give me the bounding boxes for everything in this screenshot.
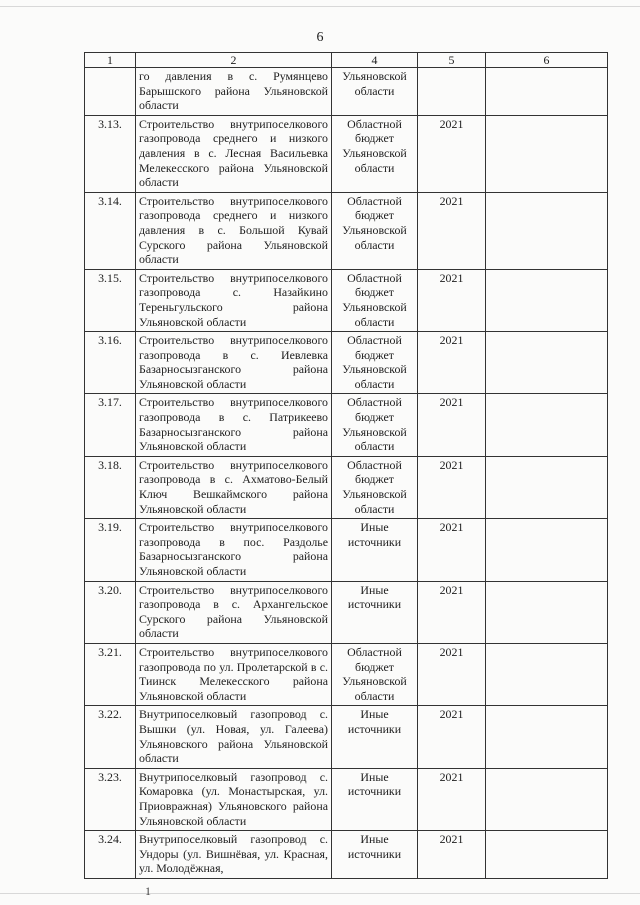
row-number: 3.14. [85,192,136,269]
row-description: Строительство внутрипоселкового газопровода с. Назайкино Тереньгульского района Ульяновской области [136,269,332,331]
row-description: Строительство внутрипоселкового газопровода в пос. Раздолье Базарносызганского района Ульяновской области [136,519,332,581]
table-row [85,519,608,581]
table-row [85,768,608,830]
budget-table [84,52,608,879]
row-funding-source: Областной бюджет Ульяновской области [332,269,418,331]
row-year: 2021 [418,643,486,705]
row-note [486,115,608,192]
row-number: 3.16. [85,332,136,394]
bottom-mark: 1 [145,884,151,898]
row-year: 2021 [418,768,486,830]
table-row [85,831,608,879]
row-number: 3.18. [85,456,136,518]
row-description: Внутрипоселковый газопровод с. Комаровка (ул. Монастырская, ул. Приовражная) Ульяновского района Ульяновской области [136,768,332,830]
row-description: Строительство внутрипоселкового газопровода в с. Ахматово-Белый Ключ Вешкаймского района Ульяновской области [136,456,332,518]
row-number: 3.21. [85,643,136,705]
table-row [85,643,608,705]
row-note [486,269,608,331]
row-note [486,581,608,643]
row-year: 2021 [418,456,486,518]
row-note [486,519,608,581]
row-number: 3.13. [85,115,136,192]
column-header: 2 [136,53,332,68]
row-funding-source: Иные источники [332,581,418,643]
row-number: 3.17. [85,394,136,456]
row-year: 2021 [418,706,486,768]
row-year: 2021 [418,192,486,269]
table-row [85,192,608,269]
row-year [418,68,486,116]
row-number: 3.19. [85,519,136,581]
page-number: 6 [316,30,324,45]
column-header: 5 [418,53,486,68]
row-funding-source: Областной бюджет Ульяновской области [332,115,418,192]
row-description: Строительство внутрипоселкового газопровода в с. Иевлевка Базарносызганского района Ульяновской области [136,332,332,394]
row-note [486,706,608,768]
row-funding-source: Иные источники [332,519,418,581]
row-number [85,68,136,116]
row-funding-source: Иные источники [332,768,418,830]
row-description: Строительство внутрипоселкового газопровода в с. Патрикеево Базарносызганского района Ульяновской области [136,394,332,456]
row-note [486,394,608,456]
row-note [486,68,608,116]
table-row [85,456,608,518]
row-funding-source: Областной бюджет Ульяновской области [332,332,418,394]
row-year: 2021 [418,115,486,192]
row-funding-source: Областной бюджет Ульяновской области [332,192,418,269]
table-row [85,68,608,116]
row-description: Строительство внутрипоселкового газопровода среднего и низкого давления в с. Большой Кувай Сурского района Ульяновской области [136,192,332,269]
table-row [85,706,608,768]
row-year: 2021 [418,269,486,331]
row-description: Строительство внутрипоселкового газопровода среднего и низкого давления в с. Лесная Васильевка Мелекесского района Ульяновской области [136,115,332,192]
row-number: 3.15. [85,269,136,331]
row-description: Строительство внутрипоселкового газопровода в с. Архангельское Сурского района Ульяновской области [136,581,332,643]
row-description: Внутрипоселковый газопровод с. Вышки (ул. Новая, ул. Галеева) Ульяновского района Ульяновской области [136,706,332,768]
row-funding-source: Иные источники [332,831,418,879]
row-funding-source: Областной бюджет Ульяновской области [332,456,418,518]
column-header: 4 [332,53,418,68]
row-note [486,643,608,705]
row-description: Строительство внутрипоселкового газопровода по ул. Пролетарской в с. Тиинск Мелекесского района Ульяновской области [136,643,332,705]
row-description: Внутрипоселковый газопровод с. Ундоры (ул. Вишнёвая, ул. Красная, ул. Молодёжная, [136,831,332,879]
row-funding-source: Ульяновской области [332,68,418,116]
row-year: 2021 [418,519,486,581]
column-header: 1 [85,53,136,68]
table-row [85,115,608,192]
row-note [486,332,608,394]
row-note [486,768,608,830]
row-number: 3.24. [85,831,136,879]
row-year: 2021 [418,831,486,879]
row-note [486,192,608,269]
row-year: 2021 [418,394,486,456]
row-number: 3.20. [85,581,136,643]
table-row [85,269,608,331]
column-header: 6 [486,53,608,68]
row-number: 3.23. [85,768,136,830]
row-funding-source: Областной бюджет Ульяновской области [332,643,418,705]
table-row [85,394,608,456]
row-description: го давления в с. Румянцево Барышского района Ульяновской области [136,68,332,116]
row-funding-source: Иные источники [332,706,418,768]
table-row [85,332,608,394]
row-number: 3.22. [85,706,136,768]
row-note [486,456,608,518]
scan-artifact-top [0,6,640,7]
scan-artifact-bottom [0,893,640,894]
row-note [486,831,608,879]
row-funding-source: Областной бюджет Ульяновской области [332,394,418,456]
row-year: 2021 [418,332,486,394]
table-header-row [85,53,608,68]
table-row [85,581,608,643]
row-year: 2021 [418,581,486,643]
